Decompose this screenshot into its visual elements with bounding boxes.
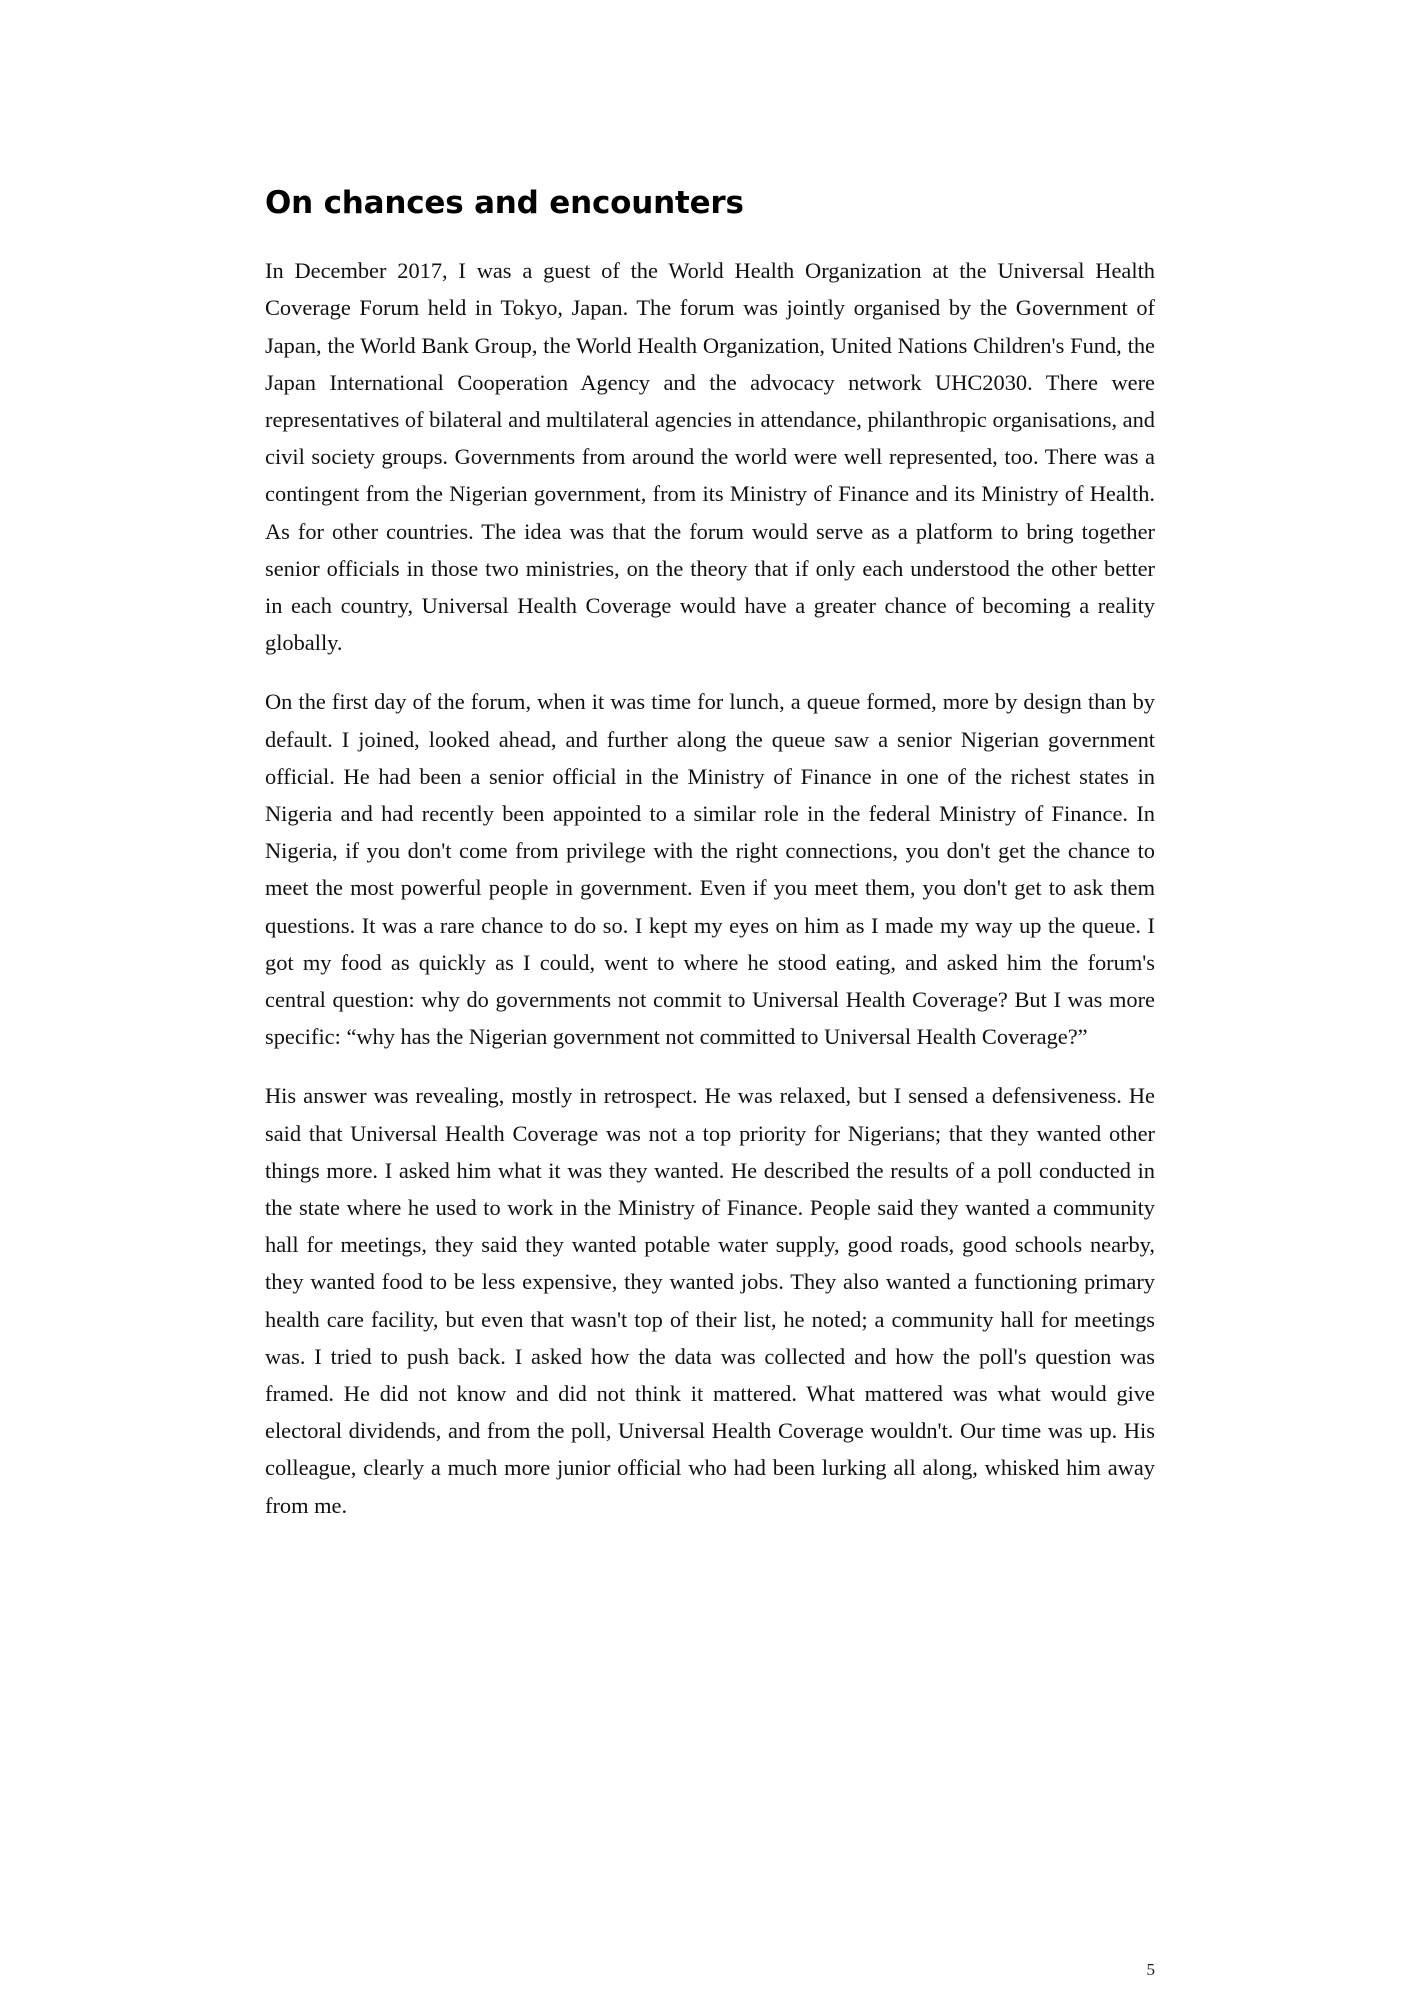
page-title: On chances and encounters <box>265 185 744 221</box>
paragraph-3: His answer was revealing, mostly in retrospect. He was relaxed, but I sensed a defensiveness. He said that Universal Health Coverage was not a top priority for Nigerians; that they wanted other things more. I asked him what it was they wanted. He described the results of a poll conducted in the state where he used to work in the Ministry of Finance. People said they wanted a community hall for meetings, they said they wanted potable water supply, good roads, good schools nearby, they wanted food to be less expensive, they wanted jobs. They also wanted a functioning primary health care facility, but even that wasn't top of their list, he noted; a community hall for meetings was. I tried to push back. I asked how the data was collected and how the poll's question was framed. He did not know and did not think it mattered. What mattered was what would give electoral dividends, and from the poll, Universal Health Coverage wouldn't. Our time was up. His colleague, clearly a much more junior official who had been lurking all along, whisked him away from me. <box>265 1083 1155 1518</box>
paragraph-1: In December 2017, I was a guest of the World Health Organization at the Universal Health Coverage Forum held in Tokyo, Japan. The forum was jointly organised by the Government of Japan, the World Bank Group, the World Health Organization, United Nations Children's Fund, the Japan International Cooperation Agency and the advocacy network UHC2030. There were representatives of bilateral and multilateral agencies in attendance, philanthropic organisations, and civil society groups. Governments from around the world were well represented, too. There was a contingent from the Nigerian government, from its Ministry of Finance and its Ministry of Health. As for other countries. The idea was that the forum would serve as a platform to bring together senior officials in those two ministries, on the theory that if only each understood the other better in each country, Universal Health Coverage would have a greater chance of becoming a reality globally. <box>265 258 1155 656</box>
paragraph-2: On the first day of the forum, when it was time for lunch, a queue formed, more by design than by default. I joined, looked ahead, and further along the queue saw a senior Nigerian government official. He had been a senior official in the Ministry of Finance in one of the richest states in Nigeria and had recently been appointed to a similar role in the federal Ministry of Finance. In Nigeria, if you don't come from privilege with the right connections, you don't get the chance to meet the most powerful people in government. Even if you meet them, you don't get to ask them questions. It was a rare chance to do so. I kept my eyes on him as I made my way up the queue. I got my food as quickly as I could, went to where he stood eating, and asked him the forum's central question: why do governments not commit to Universal Health Coverage? But I was more specific: “why has the Nigerian government not committed to Universal Health Coverage?” <box>265 689 1155 1050</box>
page-content <box>265 185 1155 1979</box>
page-number: 5 <box>1146 1960 1155 1979</box>
